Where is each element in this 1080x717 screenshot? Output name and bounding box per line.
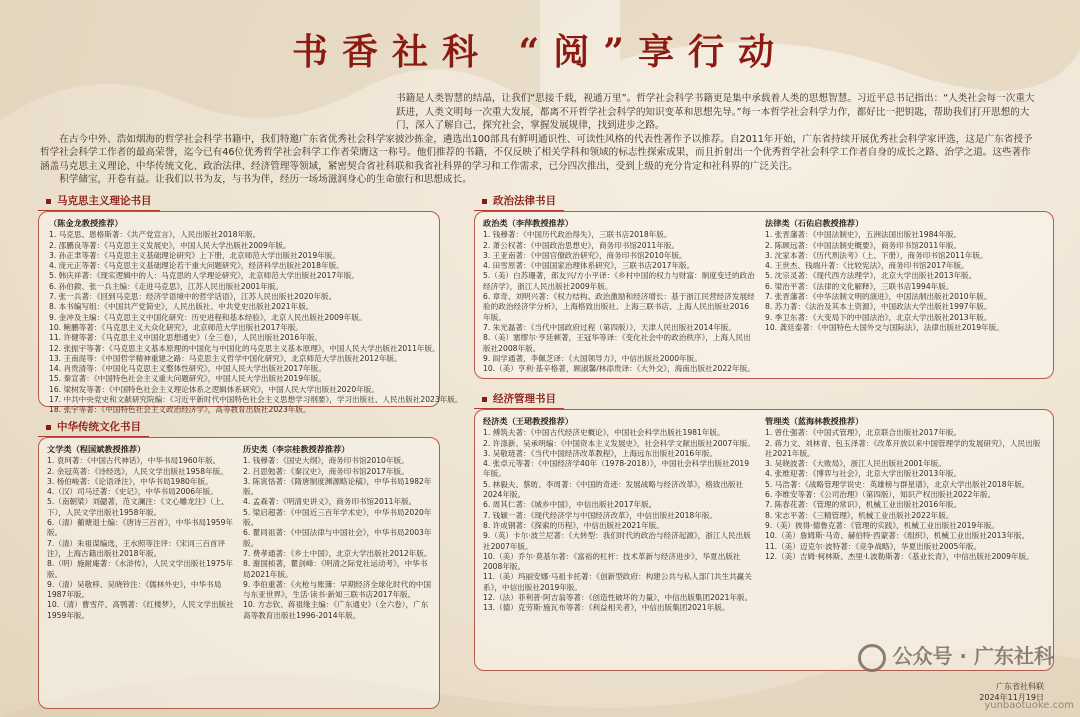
- book-item: 8. 许成钢著：《探索的历程》，中信出版社2021年版。: [483, 520, 664, 530]
- book-item: 6. 章奇、刘明兴著：《权力结构、政治激励和经济增长：基于浙江民营经济发展经验的政治经济学分析》，上海格致出版社、上海三联书店、上海人民出版社2016年版。: [483, 292, 755, 322]
- book-item: 3. 吴晓波著：《大败局》，浙江人民出版社2001年版。: [765, 459, 946, 469]
- book-item: 6. 李维安等著：《公司治理》（第四版），知识产权出版社2022年版。: [765, 490, 996, 500]
- book-item: 15. 秦宣著：《中国特色社会主义重大问题研究》，中国人民大学出版社2019年版。: [49, 374, 326, 384]
- wechat-watermark: [858, 640, 1054, 672]
- history-column: [243, 444, 433, 621]
- book-item: 4. 张卓元等著：《中国经济学40年（1978-2018）》，中国社会科学出版社2019年版。: [483, 459, 750, 479]
- book-item: 5.（南朝梁）刘勰著，范文澜注：《文心雕龙注》（上、下），人民文学出版社1958年版。: [47, 497, 229, 517]
- recommender-heading: 文学类（程国斌教授推荐）: [47, 444, 146, 454]
- book-item: 14. 肖贵清等：《中国化马克思主义整体性研究》，中国人民大学出版社2017年版。: [49, 364, 326, 374]
- book-item: 5. 马浩著：《战略管理学说史：英雄榜与群星谱》，北京大学出版社2018年版。: [765, 479, 1030, 489]
- book-item: 11.（美）迈克尔·波特著：《竞争战略》，华夏出版社2005年版。: [765, 541, 982, 551]
- recommender-heading: 法律类（石佑启教授推荐）: [765, 218, 864, 228]
- book-item: 4. 庞元正等著：《马克思主义基础理论若干重大问题研究》，经济科学出版社2018年版。: [49, 261, 344, 271]
- book-item: 8. 谢国桢著，瞿剑峰：《明清之际党社运动考》，中华书局2021年版。: [243, 559, 428, 579]
- bullet-icon: [46, 199, 51, 204]
- recommender-heading: 政治类（李萍教授推荐）: [483, 218, 574, 228]
- section-header-law: [474, 191, 564, 211]
- section-header-marx: [38, 191, 160, 211]
- book-item: 7.（清）朱祖谋编选，王水照等注评：《宋词三百首评注》，上海古籍出版社2018年版。: [47, 538, 226, 558]
- wechat-icon: [858, 644, 886, 672]
- issue-date: 2024年11月19日: [979, 693, 1044, 702]
- book-item: 10. 鲍鹏等著：《马克思主义大众化研究》，北京师范大学出版社2017年版。: [49, 322, 304, 332]
- economics-column: [483, 416, 755, 614]
- book-item: 2. 邵鹏良等著：《马克思主义发展史》，中国人民大学出版社2009年版。: [49, 240, 291, 250]
- management-column: [765, 416, 1047, 562]
- section-header-culture: [38, 417, 149, 437]
- book-item: 13.（德）克劳斯·施瓦布等著：《利益相关者》，中信出版集团2021年版。: [483, 603, 730, 613]
- book-item: 1. 马克思、恩格斯著：《共产党宣言》，人民出版社2018年版。: [49, 230, 261, 240]
- book-item: 13. 王南湜等：《中国哲学精神重建之路：马克思主义哲学中国化研究》，北京师范大学出版社2012年版。: [49, 353, 402, 363]
- book-item: 8. 本书编写组：《中国共产党简史》，人民出版社、中共党史出版社2021年版。: [49, 302, 314, 312]
- book-item: 1. 张晋藩著：《中国法制史》，五洲法国出版社1984年版。: [765, 230, 962, 240]
- poster-title: 书香社科 “阅”享行动: [292, 31, 788, 73]
- law-column: [765, 218, 1047, 333]
- book-item: 18. 张宇等著：《中国特色社会主义政治经济学》，高等教育出版社2023年版。: [49, 405, 311, 415]
- section-title: 经济管理书目: [493, 393, 556, 405]
- recommender-heading: 历史类（李宗桂教授荐推荐）: [243, 444, 350, 454]
- book-item: 3. 沈家本著：《历代刑法考》（上、下册），商务印书馆2011年版。: [765, 250, 988, 260]
- book-item: 7. 朱光磊著：《当代中国政府过程（第四版）》，天津人民出版社2014年版。: [483, 322, 736, 332]
- book-item: 8.（明）施耐庵著：《水浒传》，人民文学出版社1975年版。: [47, 559, 234, 579]
- book-item: 9.（美）彼得·德鲁克著：《管理的实践》，机械工业出版社2019年版。: [765, 520, 1000, 530]
- book-item: 1. 钱穆著：《国史大纲》，商务印书馆2010年版。: [243, 456, 409, 466]
- book-item: 9.（英）卡尔·波兰尼著：《大转型：我们时代的政治与经济起源》，浙江人民出版社2007年版。: [483, 531, 751, 551]
- book-item: 10. 方志钦、蒋祖缘主编：《广东通史》（全六卷），广东高等教育出版社1996-2014年版。: [243, 600, 429, 620]
- site-url: yunbaotuoke.com: [984, 700, 1074, 711]
- bullet-icon: [46, 425, 51, 430]
- marx-book-list: [38, 211, 463, 415]
- book-item: 9. 李伯重著：《火枪与账簿：早期经济全球化时代的中国与东亚世界》，生活·读书·新知三联书店2017年版。: [243, 579, 432, 600]
- econ-book-list: [474, 409, 1054, 671]
- book-item: 3. 陈寅恪著：《隋唐制度渊源略论稿》，中华书局1982年版。: [243, 476, 432, 497]
- intro-text: [40, 92, 1040, 187]
- culture-book-list: [38, 437, 440, 709]
- book-item: 7. 陈春花著：《管理的常识》，机械工业出版社2016年版。: [765, 500, 962, 510]
- book-item: 9.（清）吴敬梓、吴晓铃注：《儒林外史》，中华书局1987年版。: [47, 579, 222, 600]
- book-item: 10. 龚廷泰著：《中国特色大国外交与国际法》，法律出版社2019年版。: [765, 322, 1004, 332]
- book-item: 1. 钱穆著：《中国历代政治得失》，三联书店2018年版。: [483, 230, 672, 240]
- book-item: 8. 苏力著：《法治及其本土资源》，中国政法大学出版社1997年版。: [765, 302, 992, 312]
- book-item: 5. 梁启超著：《中国近三百年学术史》，中华书局2020年版。: [243, 507, 432, 528]
- book-item: 2. 吕思勉著：《秦汉史》，商务印书馆2017年版。: [243, 466, 409, 476]
- book-item: 2. 蒋力文、刘林青、包玉泽著：《改革开放以来中国管理学的发展研究》，人民出版社2021年版。: [765, 438, 1041, 458]
- book-item: 5. 林毅夫、蔡昉、李周著：《中国的奇迹：发展战略与经济改革》，格致出版社2024年版。: [483, 479, 744, 500]
- book-item: 1. 傅筑夫著：《中国古代经济史概论》，中国社会科学出版社1981年版。: [483, 428, 725, 438]
- book-item: 3. 王亚南著：《中国官僚政治研究》，商务印书馆2010年版。: [483, 250, 687, 260]
- book-item: 12.（美）吉姆·柯林斯、杰里·I.波勒斯著：《基业长青》，中信出版社2009年版。: [765, 551, 1034, 561]
- intro-paragraph-1: 书籍是人类智慧的结晶，让我们“思接千载，视通万里”。哲学社会科学书籍更是集中承载着人类的思想智慧。习近平总书记指出：“人类社会每一次重大跃进，人类文明每一次重大发展，都离不开哲学社会科学的知识变革和思想先导。”每一本哲学社会科学力作，都好比一把钥匙，帮助我们打开思想的大门，深入了解自己，探究社会，掌握发展规律，找到进步之路。: [396, 93, 1035, 131]
- book-item: 10.（美）亨利·基辛格著，顾淑馨/林添贵译：《大外交》，海南出版社2022年版。: [483, 364, 755, 374]
- recommender-heading: 管理类（蓝海林教授推荐）: [765, 416, 864, 426]
- book-item: 1. 曾仕强著：《中国式管理》，北京联合出版社2017年版。: [765, 428, 962, 438]
- book-item: 11.（美）玛丽安娜·马祖卡托著：《创新型政府：构建公共与私人部门共生共赢关系》，中信出版社2019年版。: [483, 572, 752, 592]
- book-item: 2. 余冠英著：《诗经选》，人民文学出版社1958年版。: [47, 466, 228, 476]
- recommender-heading: （陈金龙教授推荐）: [49, 218, 123, 228]
- book-item: 4. 王世杰、钱端升著：《比较宪法》，商务印书馆2017年版。: [765, 261, 969, 271]
- book-item: 9. 季卫东著：《大变局下的中国法治》，北京大学出版社2013年版。: [765, 312, 992, 322]
- book-item: 4. 孟森著：《明清史讲义》，商务印书馆2011年版。: [243, 497, 417, 507]
- book-item: 10.（美）乔尔·莫基尔著：《富裕的杠杆：技术革新与经济进步》，华夏出版社2008年版。: [483, 551, 741, 572]
- book-item: 3. 孙正聿等著：《马克思主义基础理论研究》上下册，北京师范大学出版社2019年版。: [49, 250, 340, 260]
- book-item: 9. 阎学通著，李佩芝译：《大国领导力》，中信出版社2000年版。: [483, 353, 702, 363]
- recommender-heading: 经济类（王珺教授推荐）: [483, 416, 574, 426]
- section-header-econ: [474, 389, 564, 409]
- bullet-icon: [482, 199, 487, 204]
- book-item: 16. 梁树发等著：《中国特色社会主义理论体系之逻辑体系研究》，中国人民大学出版社2020年版。: [49, 384, 379, 394]
- book-item: 9. 金冲及主编：《马克思主义中国化研究：历史进程和基本经验》，北京人民出版社2009年版。: [49, 312, 367, 322]
- intro-paragraph-3: 积学储宝，开卷有益。让我们以书为友，与书为伴，经历一场场滋润身心的生命旅行和思想成长。: [59, 174, 472, 185]
- book-item: 3. 杨伯峻著：《论语译注》，中华书局1980年版。: [47, 476, 213, 486]
- book-item: 5.（美）白苏珊著，郎友兴/方小平译：《乡村中国的权力与财富：制度变迁的政治经济学》，浙江人民出版社2009年版。: [483, 271, 755, 291]
- book-item: 5. 韩庆祥著：《现实逻辑中的人：马克思的人学理论研究》，北京师范大学出版社2017年版。: [49, 271, 359, 281]
- politics-column: [483, 218, 755, 374]
- book-item: 6. 周其仁著：《城乡中国》，中信出版社2017年版。: [483, 500, 657, 510]
- law-book-list: [474, 211, 1054, 379]
- book-item: 17. 中共中央党史和文献研究院编：《习近平新时代中国特色社会主义思想学习纲要》，学习出版社、人民出版社2023年版。: [49, 395, 463, 405]
- book-item: 7. 张晋藩著：《中华法制文明的演进》，中国法制出版社2010年版。: [765, 292, 992, 302]
- org-name: 广东省社科联: [996, 682, 1044, 691]
- book-item: 8. 宋志平著：《三精管理》，机械工业出版社2022年版。: [765, 510, 954, 520]
- book-item: 6. 梁治平著：《法律的文化解释》，三联书店1994年版。: [765, 281, 954, 291]
- marx-column: [49, 218, 463, 416]
- book-item: 11. 许健等著：《马克思主义中国化思想通史》（全三卷），人民出版社2016年版。: [49, 333, 323, 343]
- book-item: 2. 许涤新、吴承明编：《中国资本主义发展史》，社会科学文献出版社2007年版。: [483, 438, 755, 448]
- book-item: 4. 张维迎著：《博弈与社会》，北京大学出版社2013年版。: [765, 469, 962, 479]
- book-item: 12. 张振宇等著：《马克思主义基本原理的中国化与中国化的马克思主义基本原理》，中国人民大学出版社2011年版。: [49, 343, 440, 353]
- book-item: 7. 费孝通著：《乡土中国》，北京大学出版社2012年版。: [243, 548, 432, 558]
- book-item: 2. 陈顾远著：《中国法制史概要》，商务印书馆2011年版。: [765, 240, 962, 250]
- book-item: 3. 吴敬琏著：《当代中国经济改革教程》，上海远东出版社2016年版。: [483, 448, 718, 458]
- bullet-icon: [482, 397, 487, 402]
- section-title: 中华传统文化书目: [57, 421, 141, 433]
- book-item: 4.（汉）司马迁著：《史记》，中华书局2006年版。: [47, 487, 218, 497]
- book-item: 8.（美）塞缪尔·亨廷顿著，王冠华等译：《变化社会中的政治秩序》，上海人民出版社2008年版。: [483, 333, 751, 353]
- book-item: 1. 袁珂著：《中国古代神话》，中华书局1960年版。: [47, 456, 221, 466]
- book-item: 2. 萧公权著：《中国政治思想史》，商务印书馆2011年版。: [483, 240, 680, 250]
- book-item: 10.（清）曹雪芹、高鹗著：《红楼梦》，人民文学出版社1959年版。: [47, 600, 234, 620]
- book-item: 10.（美）詹姆斯·马奇、赫伯特·西蒙著：《组织》，机械工业出版社2013年版。: [765, 531, 1030, 541]
- book-item: 4. 田雪原著：《中国国家治理体系研究》，三联书店2017年版。: [483, 261, 695, 271]
- book-item: 7. 张一兵著：《回到马克思：经济学语境中的哲学话语》，江苏人民出版社2020年版。: [49, 292, 337, 302]
- book-item: 12.（法）菲利普·阿吉翁等著：《创造性破坏的力量》，中信出版集团2021年版。: [483, 593, 753, 603]
- literature-column: [47, 444, 237, 621]
- section-title: 马克思主义理论书目: [57, 195, 152, 207]
- book-item: 6. 瞿同祖著：《中国法律与中国社会》，中华书局2003年版。: [243, 528, 432, 548]
- watermark-text: 公众号 · 广东社科: [892, 644, 1054, 668]
- book-item: 5. 沈宗灵著：《现代西方法理学》，北京大学出版社2013年版。: [765, 271, 977, 281]
- section-title: 政治法律书目: [493, 195, 556, 207]
- intro-paragraph-2: 在古今中外、浩如烟海的哲学社会科学书籍中，我们特邀广东省优秀社会科学家披沙拣金，遴选出100部具有鲜明通识性、可读性风格的代表性著作予以推荐。自2011年开始，广东省持续开展优秀社会科学家评选，这是广东省授予哲学社会科学工作者的最高荣誉，迄今已有46位优秀哲学社会科学工作者荣膺这一称号。他们推荐的书籍，不仅反映了相关学科和领域的标志性探索成果，而且折射出一个优秀哲学社会科学工作者自身的成长之路、治学之道。这些著作涵盖马克思主义理论、中华传统文化、政治法律、经济管理等领域，紧密契合省社科联和我省社科界的学习和工作需求，已分四次推出，受到上级的充分肯定和社科界的广泛关注。: [40, 133, 1033, 172]
- book-item: 6. 孙伯鍨、张一兵主编：《走进马克思》，江苏人民出版社2001年版。: [49, 281, 284, 291]
- book-item: 6.（清）蘅塘退士编：《唐诗三百首》，中华书局1959年版。: [47, 518, 234, 538]
- book-item: 7. 钱颖一著：《现代经济学与中国经济改革》，中信出版社2018年版。: [483, 510, 718, 520]
